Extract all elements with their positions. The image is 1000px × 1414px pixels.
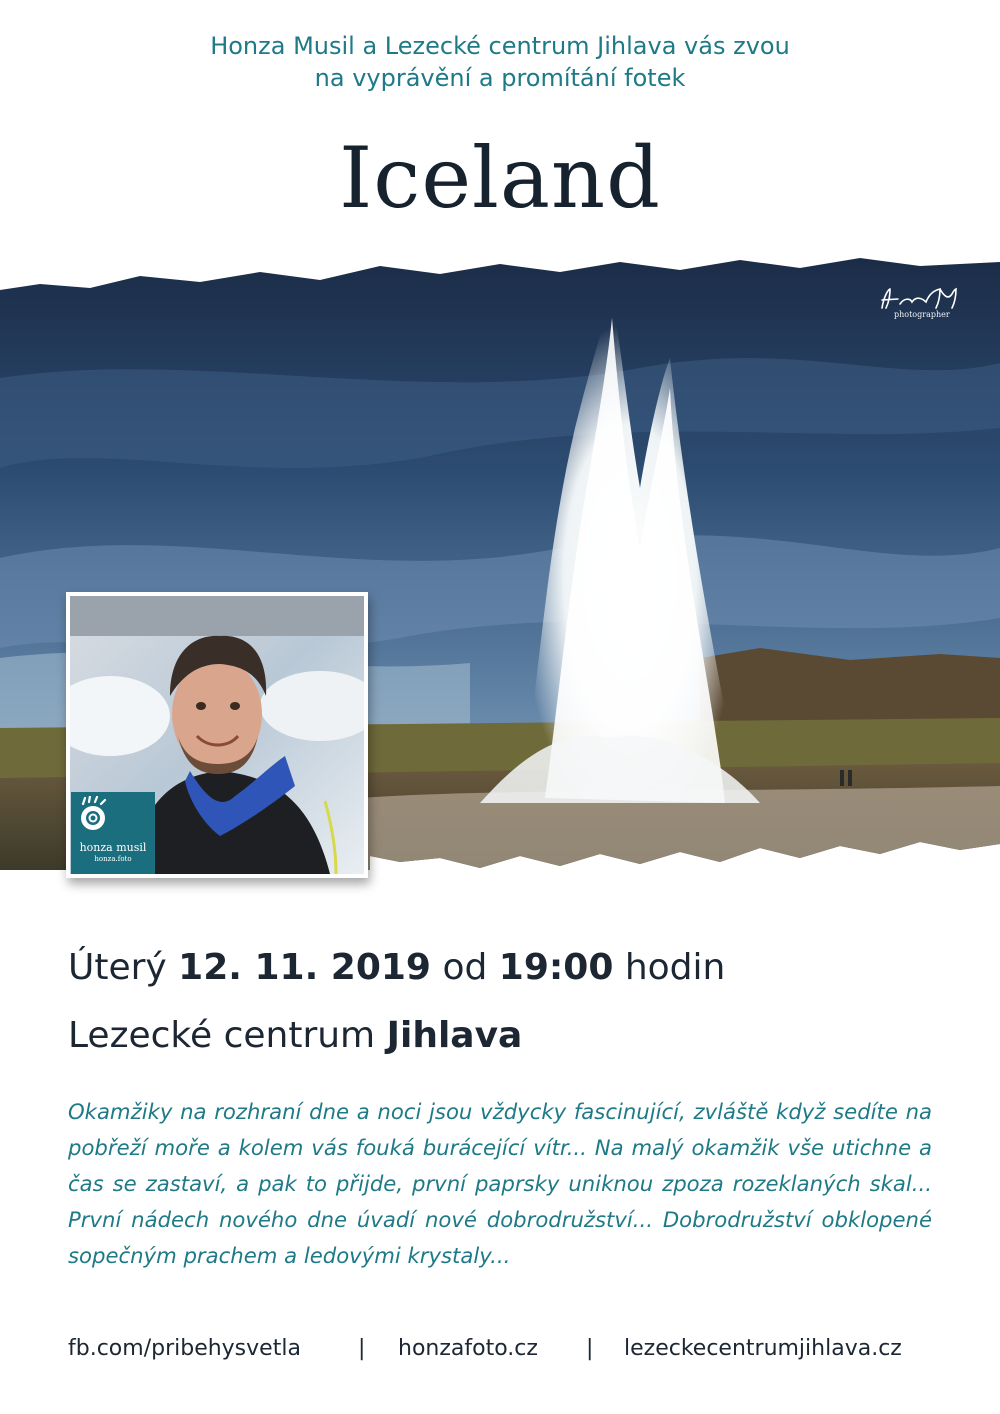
footer-link-honzafoto[interactable]: honzafoto.cz <box>398 1336 538 1361</box>
event-datetime <box>68 944 725 992</box>
event-date: 12. 11. 2019 <box>178 947 431 988</box>
venue-city: Jihlava <box>386 1015 523 1056</box>
footer-separator: | <box>358 1336 366 1361</box>
event-time: 19:00 <box>498 947 614 988</box>
event-from-word: od <box>442 947 488 988</box>
event-venue <box>68 1012 522 1060</box>
invitation-text <box>0 30 1000 94</box>
photographer-label: photographer <box>894 310 950 319</box>
poster-title: Iceland <box>339 129 661 227</box>
event-hours-word: hodin <box>624 947 726 988</box>
footer-links <box>68 1332 932 1366</box>
venue-prefix: Lezecké centrum <box>68 1015 376 1056</box>
honza-musil-logo <box>71 792 155 874</box>
camera-eye-icon <box>75 796 111 832</box>
logo-site: honza.foto <box>94 855 132 863</box>
event-day: Úterý <box>68 947 167 988</box>
footer-link-facebook[interactable]: fb.com/pribehysvetla <box>68 1336 301 1361</box>
photographer-signature <box>876 286 966 322</box>
invitation-line-2: na vyprávění a promítání fotek <box>314 64 686 92</box>
portrait-frame <box>66 592 368 878</box>
footer-separator: | <box>586 1336 594 1361</box>
footer-link-lezeckecentrum[interactable]: lezeckecentrumjihlava.cz <box>624 1336 902 1361</box>
invitation-line-1: Honza Musil a Lezecké centrum Jihlava vás zvou <box>210 32 790 60</box>
logo-name: honza musil <box>79 841 147 854</box>
event-description: Okamžiky na rozhraní dne a noci jsou vždycky fascinující, zvláště když sedíte na pobřeží moře a kolem vás fouká burácející vítr... Na malý okamžik vše utichne a čas se zastaví, a pak to přijde, první paprsky uniknou zpoza rozeklaných skal... První nádech nového dne úvadí nové dobrodružství... Dobrodružství obklopené sopečným prachem a ledovými krystaly... <box>68 1099 932 1268</box>
